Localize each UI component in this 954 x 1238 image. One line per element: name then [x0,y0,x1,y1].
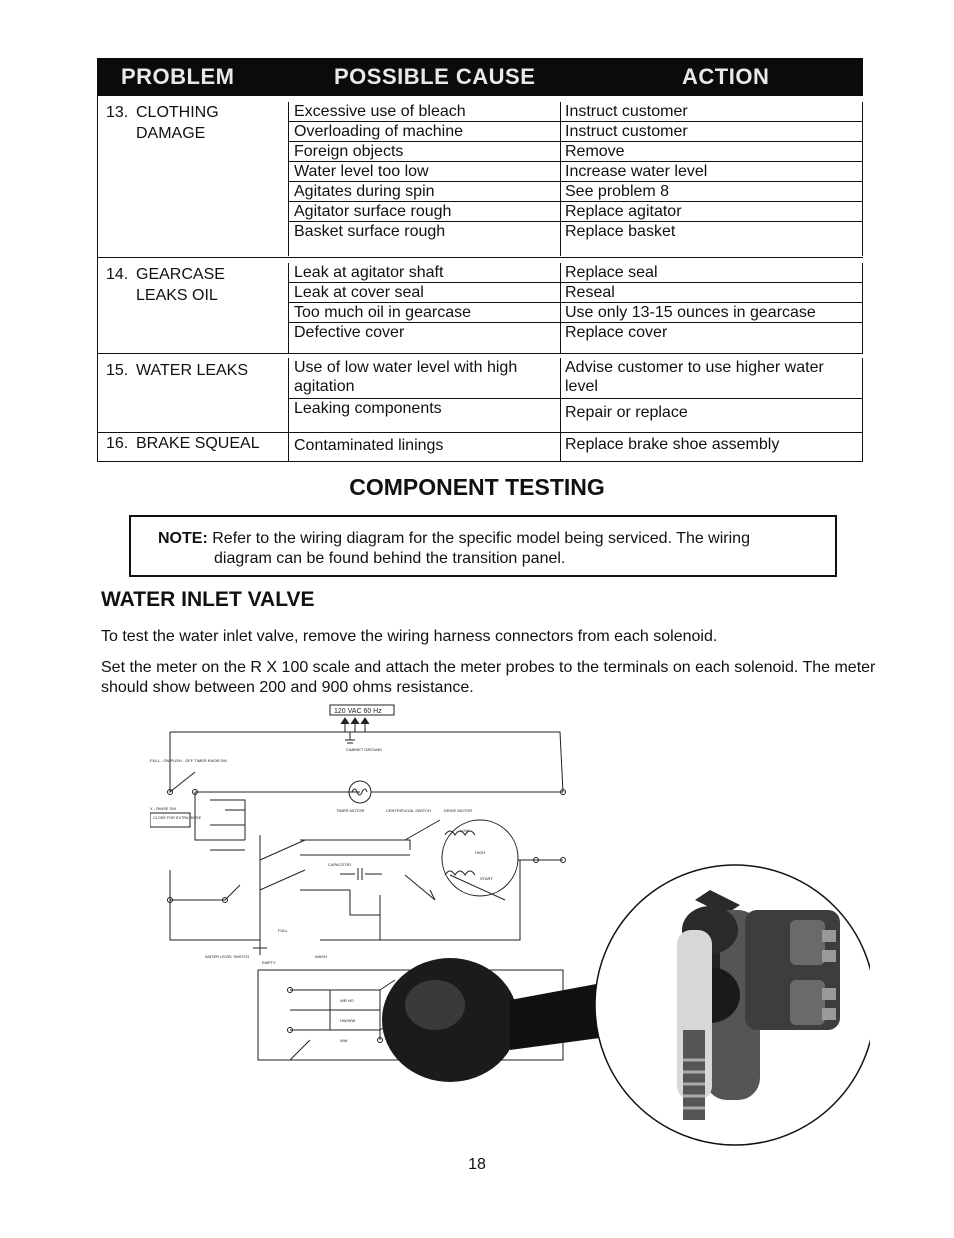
section-title: COMPONENT TESTING [349,474,605,500]
problem-number: 16. [106,435,129,452]
motor-high-label: HIGH [475,850,485,855]
cause-cell: Overloading of machine [288,122,560,142]
note-text-1: Refer to the wiring diagram for the specific model being serviced. The wiring [212,530,750,547]
note-box [129,515,837,577]
cause-cell: Agitator surface rough [288,202,560,222]
note-text-2: diagram can be found behind the transition panel. [214,550,566,567]
action-cell: Instruct customer [560,122,863,142]
table-row [288,433,863,461]
supply-arrows [341,718,369,724]
table-row [288,142,863,162]
page-number: 18 [468,1156,486,1173]
drive-motor-label: DRIVE MOTOR [444,808,473,813]
supply-label: 120 VAC 60 Hz [334,708,382,715]
cause-cell: Excessive use of bleach [288,102,560,122]
action-cell: Increase water level [560,162,863,182]
motor-low-label: LOW [460,828,470,833]
rinse-switch-label: X - RINSE SW. [150,806,177,811]
timer-contacts-c [260,835,305,915]
header-cause: POSSIBLE CAUSE [334,64,536,89]
table-header [97,58,863,96]
problem-number: 14. [106,266,129,283]
ground-symbol [345,732,355,743]
paragraph-1: To test the water inlet valve, remove the wiring harness connectors from each solenoid. [101,628,718,645]
drive-motor [442,820,518,896]
centrifugal-label: CENTRIFUGAL SWITCH [386,808,431,813]
motor-start-label: START [480,876,493,881]
action-cell: Replace basket [560,222,863,256]
table-row [288,202,863,222]
table-row [288,102,863,122]
table-row [288,283,863,303]
capacitor-symbol [340,868,382,880]
problem-number: 13. [106,104,129,121]
table-row [288,323,863,353]
action-cell: Instruct customer [560,102,863,122]
timer-motor-label: TIMER MOTOR [336,808,365,813]
action-cell: Replace seal [560,263,863,283]
pull-switch-label: PULL - ON PUSH - OFF TIMER KNOB SW. [150,758,228,763]
cause-cell: Contaminated linings [288,433,560,461]
timer-contacts-b [170,870,260,940]
cause-cell: Leaking components [288,399,560,432]
hw-label: HW/WW [340,1018,356,1023]
action-cell: Advise customer to use higher water level [560,358,863,399]
table-row [288,263,863,283]
empty-label: EMPTY [262,960,276,965]
cause-cell: Water level too low [288,162,560,182]
table-row [288,303,863,323]
action-cell: See problem 8 [560,182,863,202]
capacitor-label: CAPACITOR [328,862,351,867]
cause-cell: Use of low water level with high agitation [288,358,560,399]
subsection-title: WATER INLET VALVE [101,588,315,611]
problem-cell [97,354,288,432]
cause-cell: Defective cover [288,323,560,353]
motor-windings [445,831,475,875]
wash-label: WASH [315,954,327,959]
problem-label: BRAKE SQUEAL [136,435,260,452]
cause-cell: Too much oil in gearcase [288,303,560,323]
paragraph-2: Set the meter on the R X 100 scale and attach the meter probes to the terminals on each solenoid. The meter should show between 200 and 900 ohms resistance. [101,659,876,696]
problem-group-14 [97,258,863,353]
table-row [288,399,863,432]
table-row [288,162,863,182]
cause-cell: Basket surface rough [288,222,560,256]
problem-label-2: DAMAGE [136,125,206,142]
problem-label: WATER LEAKS [136,362,249,379]
rinse-note: CLOSE FOR EXTRA RINSE [153,816,202,820]
water-level-label: WATER LEVEL SWITCH [205,954,250,959]
wiring-diagram-figure [150,700,870,1150]
problem-group-15 [97,354,863,432]
header-problem: PROBLEM [121,64,235,89]
table-row [288,182,863,202]
problem-group-13 [97,96,863,257]
cause-cell: Leak at agitator shaft [288,263,560,283]
header-action: ACTION [682,64,770,89]
action-cell: Replace agitator [560,202,863,222]
water-level-switch [253,940,267,955]
centrifugal-switch [405,820,505,900]
action-cell: Repair or replace [560,399,863,432]
action-cell: Use only 13-15 ounces in gearcase [560,303,863,323]
problem-cell [97,433,288,461]
action-cell: Replace cover [560,323,863,353]
problem-cell [97,96,288,257]
ww-label: WW [340,1038,348,1043]
table-row [288,122,863,142]
ground-label: CABINET GROUND [346,747,383,752]
cause-cell: Leak at cover seal [288,283,560,303]
troubleshooting-table [97,58,863,462]
disc-highlight [405,980,465,1030]
action-cell: Reseal [560,283,863,303]
problem-number: 15. [106,362,129,379]
note-label: NOTE: [158,530,208,547]
action-cell: Remove [560,142,863,162]
cause-cell: Agitates during spin [288,182,560,202]
problem-group-16 [97,433,863,461]
timer-contacts-a [195,792,245,850]
problem-label: CLOTHING [136,104,219,121]
problem-cell [97,258,288,353]
action-cell: Replace brake shoe assembly [560,433,863,461]
motor-wiring [300,840,520,940]
problem-label-2: LEAKS OIL [136,287,218,304]
warm-label: WR HO [340,998,354,1003]
full-label: FULL [278,928,288,933]
table-row [288,358,863,399]
problem-label: GEARCASE [136,266,225,283]
table-row [288,222,863,256]
cause-cell: Foreign objects [288,142,560,162]
